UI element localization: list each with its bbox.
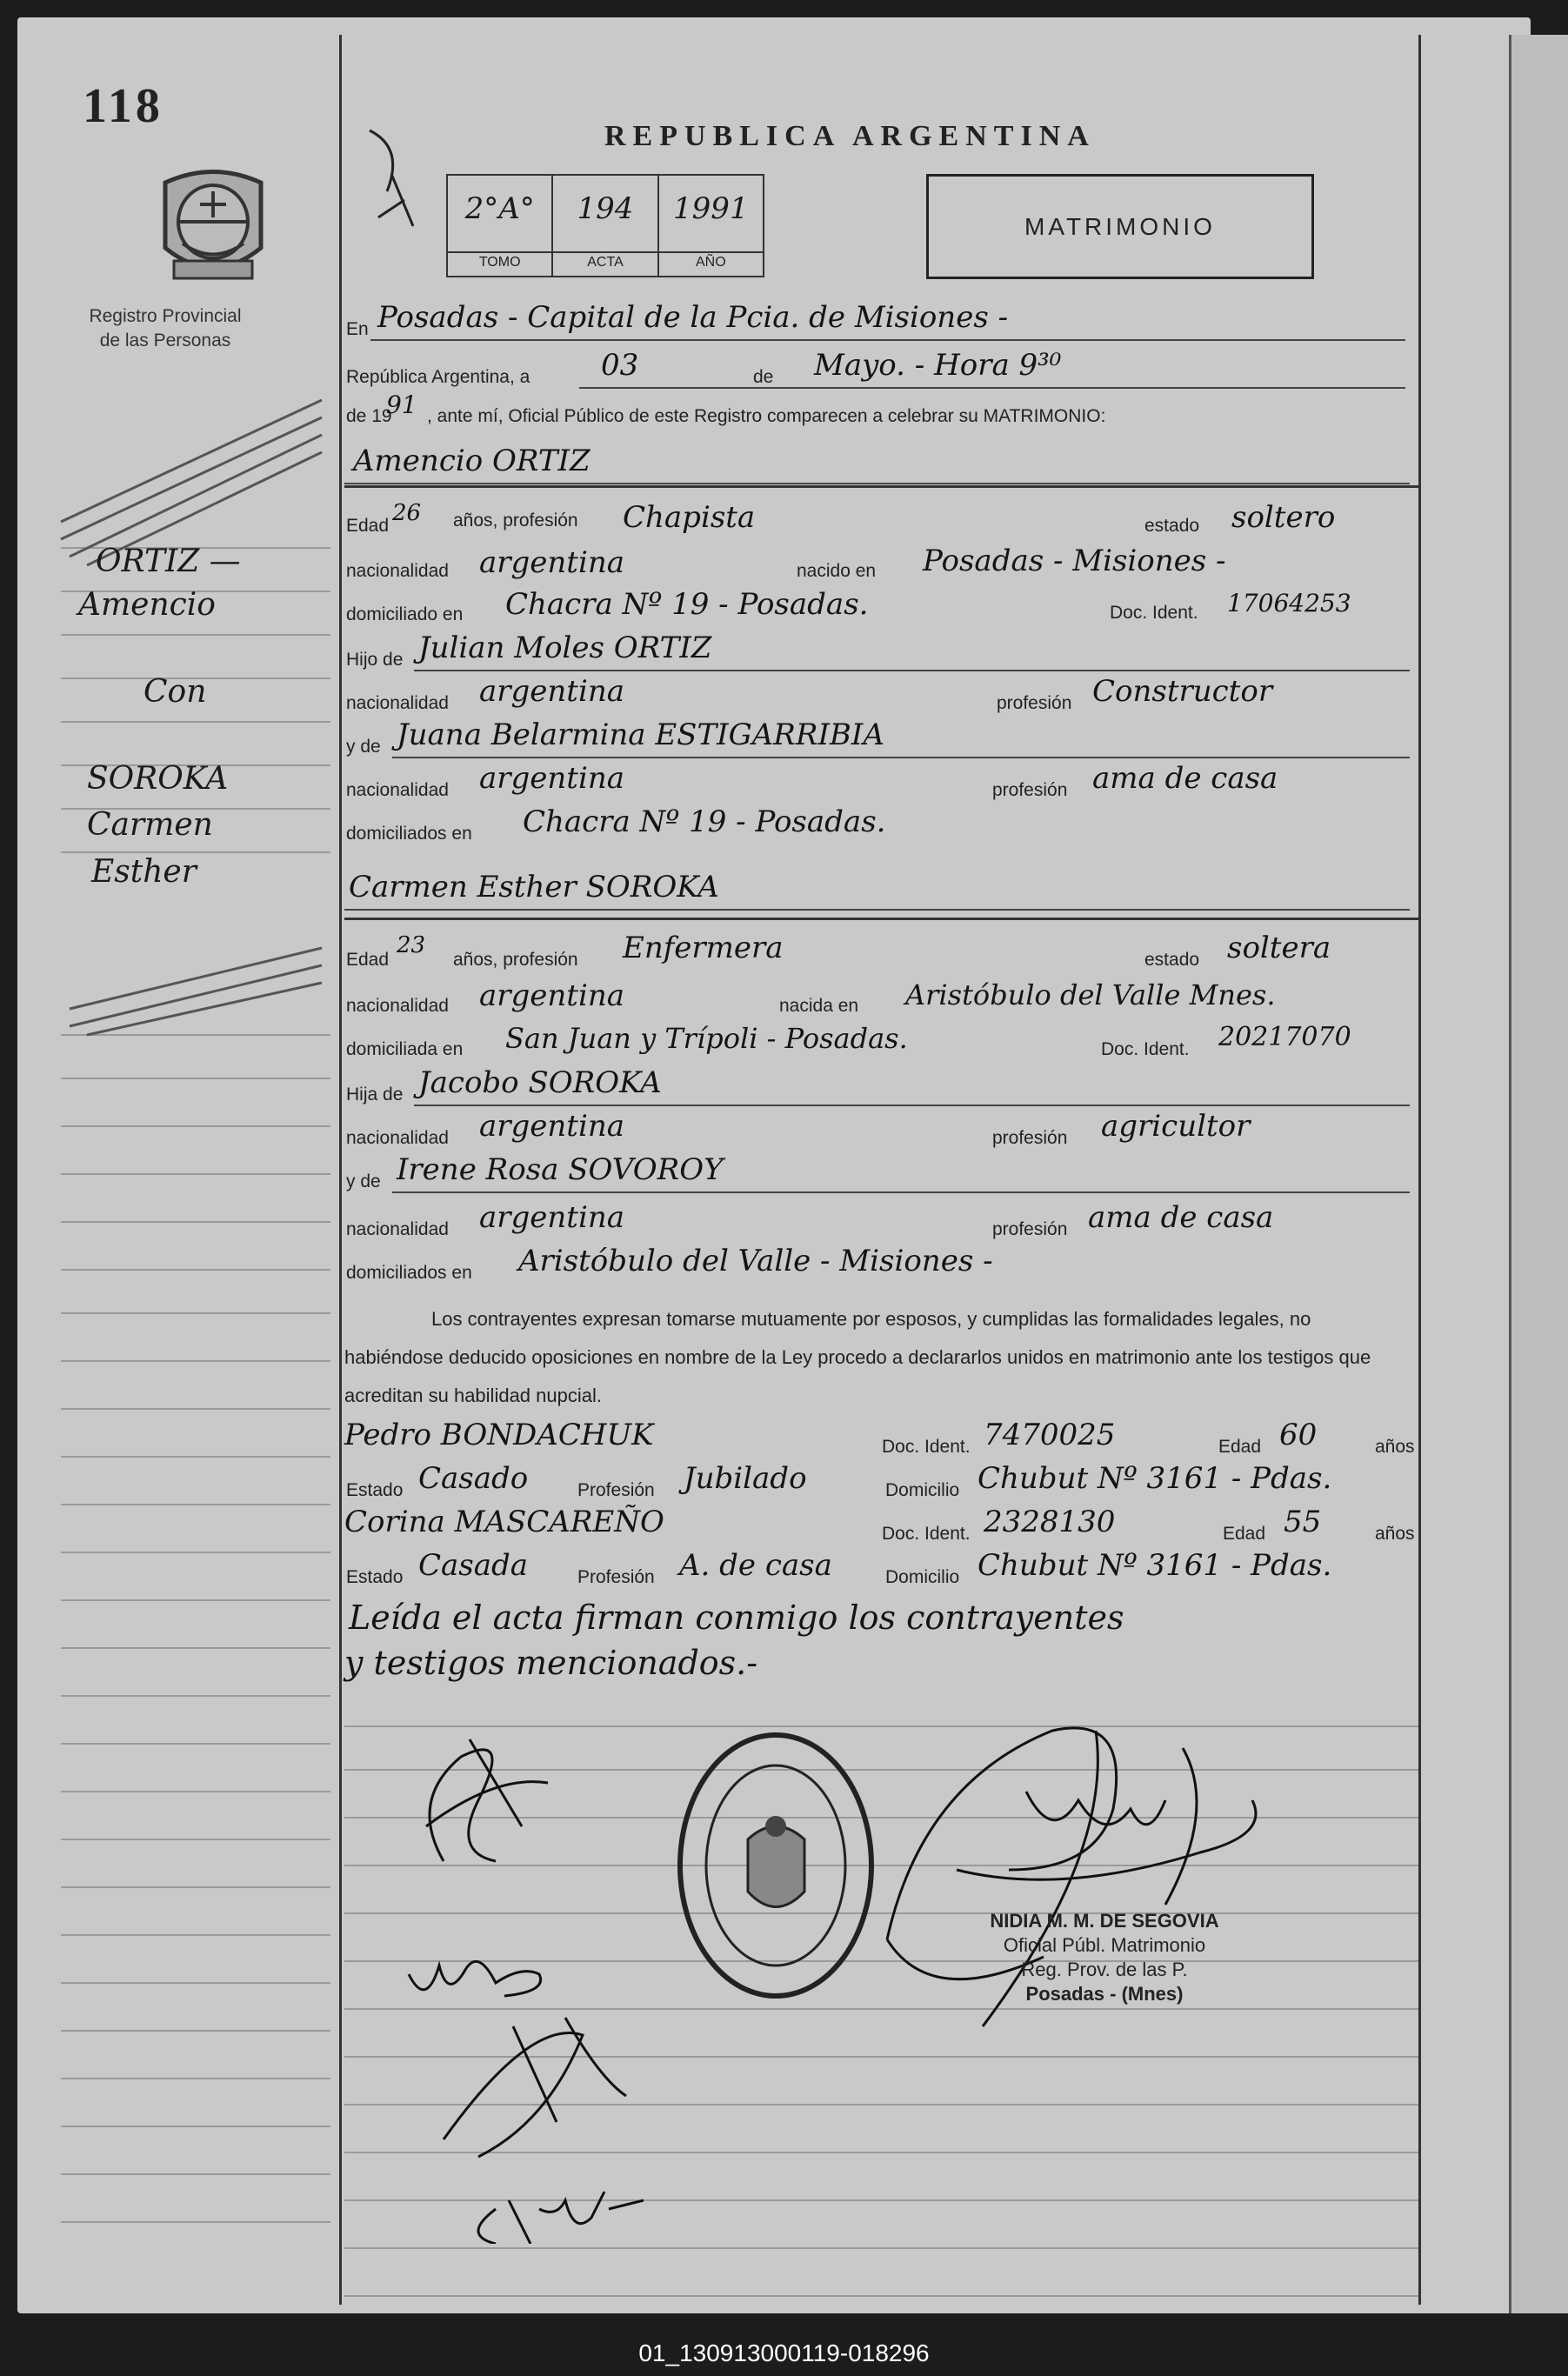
image-id-footer: 01_130913000119-018296 — [638, 2339, 930, 2366]
bride-mother-nationality: argentina — [479, 1200, 625, 1235]
nacido-label: nacido en — [797, 561, 877, 581]
acta-cell — [553, 176, 658, 276]
groom-father-row — [344, 631, 1414, 674]
bride-address: San Juan y Trípoli - Posadas. — [505, 1022, 908, 1055]
groom-father-nationality: argentina — [479, 674, 625, 709]
domiciliados-label: domiciliados en — [346, 1263, 472, 1283]
profesion-label: profesión — [992, 1219, 1068, 1239]
intro-place-row — [344, 300, 1414, 344]
bride-nationality: argentina — [479, 978, 625, 1013]
witness2-civil-status: Casada — [418, 1548, 529, 1583]
anos-label: años — [1375, 1437, 1415, 1457]
year-suffix: 91 — [386, 390, 417, 419]
profesion-label: Profesión — [577, 1567, 655, 1587]
bride-civil-status: soltera — [1227, 931, 1331, 965]
anio-label: AÑO — [659, 251, 763, 270]
month-time-value: Mayo. - Hora 9³⁰ — [814, 348, 1062, 383]
nacionalidad-label: nacionalidad — [346, 561, 449, 581]
bride-age: 23 — [397, 932, 426, 958]
tomo-label: TOMO — [448, 251, 551, 270]
witness1-age: 60 — [1279, 1418, 1318, 1452]
nacionalidad-label: nacionalidad — [346, 693, 449, 713]
handwritten-mark-icon — [352, 122, 430, 244]
nacionalidad-label: nacionalidad — [346, 780, 449, 800]
witness2-profession: A. de casa — [679, 1548, 832, 1583]
domicilio-label: Domicilio — [885, 1480, 960, 1500]
witness1-profession: Jubilado — [684, 1461, 807, 1496]
republic-label: República Argentina, a — [346, 367, 530, 387]
estado-label: estado — [1144, 516, 1200, 536]
groom-name-row — [344, 444, 1414, 487]
de-label: de — [753, 367, 774, 387]
anio-value: 1991 — [673, 191, 749, 226]
separator — [344, 918, 1418, 920]
country-title: REPUBLICA ARGENTINA — [604, 120, 1096, 152]
witness1-doc: 7470025 — [984, 1418, 1116, 1452]
official-org: Reg. Prov. de las P. — [1021, 1959, 1188, 1980]
witness2-details-row — [344, 1548, 1414, 1592]
place-value: Posadas - Capital de la Pcia. de Misiones - — [377, 300, 1009, 335]
bride-doc: 20217070 — [1218, 1022, 1351, 1052]
profesion-label: profesión — [992, 1128, 1068, 1148]
day-value: 03 — [601, 348, 639, 383]
edad-label: Edad — [1223, 1524, 1266, 1544]
profesion-label: profesión — [992, 780, 1068, 800]
official-title: Oficial Públ. Matrimonio — [1003, 1934, 1206, 1956]
domiciliada-label: domiciliada en — [346, 1039, 464, 1059]
groom-parents-address: Chacra Nº 19 - Posadas. — [523, 804, 886, 839]
groom-father-details-row — [344, 674, 1414, 717]
edad-label: Edad — [346, 516, 390, 536]
groom-mother-profession: ama de casa — [1092, 761, 1278, 796]
witness1-row — [344, 1418, 1414, 1461]
groom-birthplace: Posadas - Misiones - — [923, 544, 1226, 578]
bride-parents-address-row — [344, 1244, 1414, 1287]
yde-label: y de — [346, 737, 381, 757]
estado-label: estado — [1144, 950, 1200, 970]
witness2-address: Chubut Nº 3161 - Pdas. — [977, 1548, 1332, 1583]
witness1-address: Chubut Nº 3161 - Pdas. — [977, 1461, 1332, 1496]
record-type-label: MATRIMONIO — [1024, 212, 1216, 240]
groom-mother: Juana Belarmina ESTIGARRIBIA — [397, 717, 884, 752]
bride-father-row — [344, 1065, 1414, 1109]
groom-mother-row — [344, 717, 1414, 761]
bride-mother-row — [344, 1152, 1414, 1196]
profesion-label: profesión — [997, 693, 1072, 713]
groom-nationality-row — [344, 544, 1414, 587]
bride-father-profession: agricultor — [1101, 1109, 1251, 1144]
margin-bride-middlename: Esther — [91, 854, 197, 890]
bride-birthplace: Aristóbulo del Valle Mnes. — [905, 978, 1276, 1011]
groom-name: Amencio ORTIZ — [353, 444, 591, 478]
intro-year-row — [344, 390, 1414, 439]
doc-label: Doc. Ident. — [1101, 1039, 1190, 1059]
margin-groom-firstname: Amencio — [78, 587, 216, 623]
bride-address-row — [344, 1022, 1414, 1065]
closing-line-2: y testigos mencionados.- — [344, 1644, 758, 1682]
domicilio-label: Domicilio — [885, 1567, 960, 1587]
margin-bride-surname: SOROKA — [87, 761, 229, 797]
groom-civil-status: soltero — [1231, 500, 1336, 535]
witness1-civil-status: Casado — [418, 1461, 529, 1496]
estado-label: Estado — [346, 1480, 404, 1500]
anos-profesion-label: años, profesión — [453, 511, 578, 531]
witness2-name: Corina MASCAREÑO — [344, 1505, 664, 1539]
coat-of-arms-icon — [148, 165, 278, 287]
nacida-label: nacida en — [779, 996, 859, 1016]
bride-signature-icon — [426, 1992, 731, 2244]
groom-parents-address-row — [344, 804, 1414, 848]
official-seal-icon — [674, 1726, 878, 2005]
margin-groom-surname: ORTIZ — — [96, 544, 241, 579]
nacionalidad-label: nacionalidad — [346, 1128, 449, 1148]
official-stamp — [935, 1909, 1274, 2006]
record-number-box — [446, 174, 764, 277]
groom-father-profession: Constructor — [1092, 674, 1273, 709]
bride-father: Jacobo SOROKA — [418, 1065, 662, 1100]
bride-name: Carmen Esther SOROKA — [349, 870, 719, 904]
anos-label: años — [1375, 1524, 1415, 1544]
hijo-label: Hijo de — [346, 650, 404, 670]
doc-label: Doc. Ident. — [882, 1524, 971, 1544]
nacionalidad-label: nacionalidad — [346, 1219, 449, 1239]
record-type-box — [926, 174, 1314, 279]
margin-column — [35, 35, 342, 2305]
declaration-paragraph: Los contrayentes expresan tomarse mutuamente por esposos, y cumplidas las formalidades legales, no habiéndose deducido oposiciones en nombre de la Ley procedo a declararlos unidos en matrimonio ante los testigos que acreditan su habilidad nupcial. — [344, 1308, 1371, 1406]
domiciliado-label: domiciliado en — [346, 604, 464, 624]
groom-address: Chacra Nº 19 - Posadas. — [505, 587, 869, 622]
estado-label: Estado — [346, 1567, 404, 1587]
closing-line-1: Leída el acta firman conmigo los contrayentes — [349, 1598, 1124, 1637]
groom-doc: 17064253 — [1227, 589, 1351, 617]
witness1-name: Pedro BONDACHUK — [344, 1418, 654, 1452]
closing-row-1 — [344, 1598, 1414, 1642]
registry-label: Registro Provincial de las Personas — [89, 306, 242, 350]
bride-mother: Irene Rosa SOVOROY — [397, 1152, 724, 1187]
groom-mother-details-row — [344, 761, 1414, 804]
groom-nationality: argentina — [479, 545, 625, 580]
groom-mother-nationality: argentina — [479, 761, 625, 796]
bride-profession: Enfermera — [623, 931, 784, 965]
margin-con: Con — [143, 674, 207, 710]
registry-name — [35, 304, 296, 353]
witness2-age: 55 — [1284, 1505, 1322, 1539]
official-name: NIDIA M. M. DE SEGOVIA — [990, 1910, 1219, 1932]
bride-mother-details-row — [344, 1200, 1414, 1244]
witness2-doc: 2328130 — [984, 1505, 1116, 1539]
groom-profession: Chapista — [623, 500, 756, 535]
folio-number: 118 — [83, 79, 163, 133]
doc-label: Doc. Ident. — [882, 1437, 971, 1457]
bride-father-nationality: argentina — [479, 1109, 625, 1144]
acta-label: ACTA — [553, 251, 657, 270]
hija-label: Hija de — [346, 1085, 404, 1105]
groom-father: Julian Moles ORTIZ — [418, 631, 712, 665]
anio-cell — [659, 176, 763, 276]
tomo-cell — [448, 176, 553, 276]
groom-address-row — [344, 587, 1414, 631]
bride-name-row — [344, 870, 1414, 913]
profesion-label: Profesión — [577, 1480, 655, 1500]
edad-label: Edad — [346, 950, 390, 970]
anos-profesion-label: años, profesión — [453, 950, 578, 970]
doc-label: Doc. Ident. — [1110, 603, 1198, 623]
intro-date-row — [344, 348, 1414, 391]
separator — [344, 485, 1418, 488]
margin-bride-firstname: Carmen — [87, 807, 213, 843]
groom-age: 26 — [392, 500, 422, 526]
domiciliados-label: domiciliados en — [346, 824, 472, 844]
official-city: Posadas - (Mnes) — [1025, 1983, 1184, 2005]
bride-age-row — [344, 931, 1414, 974]
bride-parents-address: Aristóbulo del Valle - Misiones - — [518, 1244, 993, 1278]
edad-label: Edad — [1218, 1437, 1262, 1457]
yde-label: y de — [346, 1171, 381, 1191]
en-label: En — [346, 319, 369, 339]
tomo-value: 2°A° — [464, 191, 535, 226]
witness2-row — [344, 1505, 1414, 1548]
nacionalidad-label: nacionalidad — [346, 996, 449, 1016]
witness1-details-row — [344, 1461, 1414, 1505]
groom-signature-icon — [391, 1722, 565, 1896]
intro-text: , ante mí, Oficial Público de este Registro comparecen a celebrar su MATRIMONIO: — [427, 406, 1106, 426]
bride-mother-profession: ama de casa — [1088, 1200, 1274, 1235]
groom-age-row — [344, 500, 1414, 544]
adjacent-page-edge — [1509, 35, 1568, 2313]
bride-father-details-row — [344, 1109, 1414, 1152]
bride-nationality-row — [344, 978, 1414, 1022]
acta-value: 194 — [577, 191, 634, 226]
margin-ruled-lines — [35, 35, 339, 2305]
year-prefix: de 19 — [346, 406, 392, 426]
